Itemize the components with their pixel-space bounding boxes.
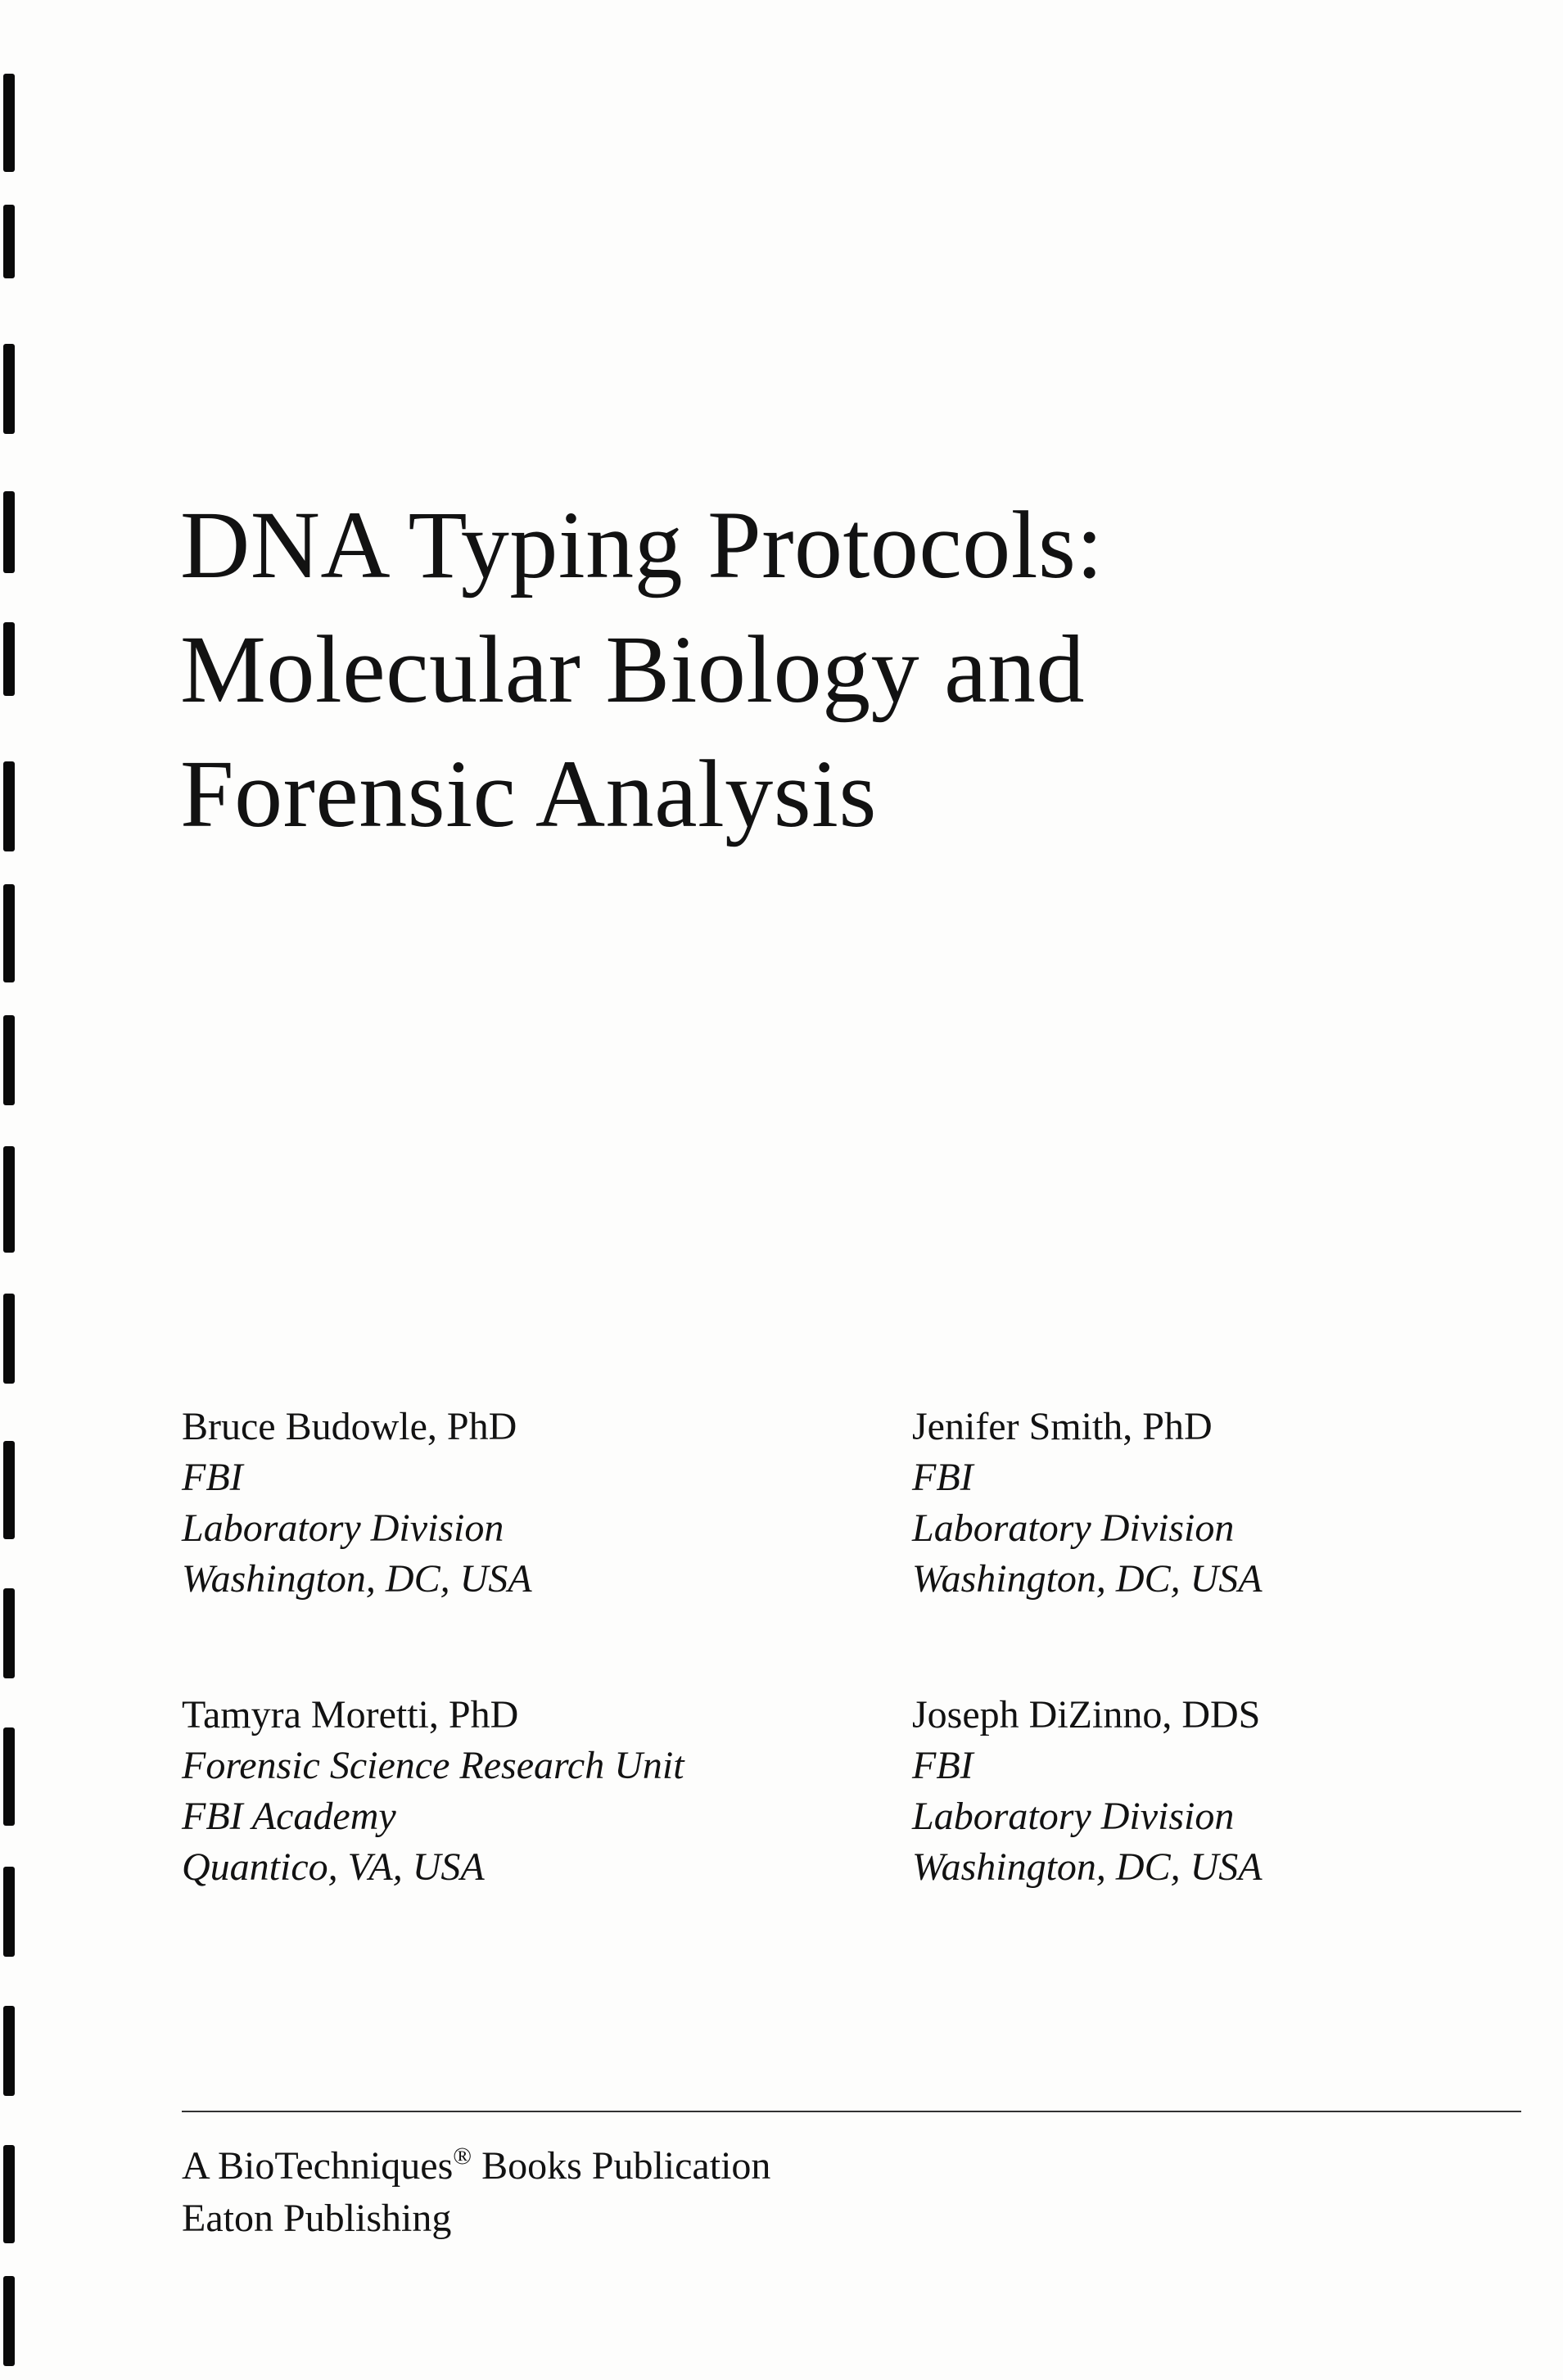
publisher-series-suffix: Books Publication	[472, 2144, 771, 2188]
author-name: Bruce Budowle, PhD	[182, 1405, 517, 1448]
author-affiliation-line: FBI	[182, 1456, 243, 1499]
spiral-binding	[0, 0, 41, 2380]
author-affiliation-line: Washington, DC, USA	[912, 1557, 1263, 1601]
publisher-line-1	[182, 2140, 770, 2193]
author-smith	[912, 1402, 1502, 1605]
author-affiliation-line: Laboratory Division	[182, 1506, 504, 1550]
author-affiliation-line: Forensic Science Research Unit	[182, 1744, 684, 1787]
author-affiliation-line: Quantico, VA, USA	[182, 1845, 485, 1889]
author-dizinno	[912, 1690, 1502, 1893]
author-name: Jenifer Smith, PhD	[912, 1405, 1213, 1448]
author-affiliation-line: FBI	[912, 1744, 973, 1787]
registered-mark: ®	[453, 2143, 472, 2170]
author-budowle	[182, 1402, 771, 1605]
author-name: Tamyra Moretti, PhD	[182, 1693, 519, 1736]
author-affiliation-line: FBI Academy	[182, 1795, 396, 1838]
book-title	[180, 483, 1104, 856]
book-title-line-1: DNA Typing Protocols:	[180, 491, 1104, 598]
author-affiliation-line: Washington, DC, USA	[912, 1845, 1263, 1889]
book-title-line-2: Molecular Biology and	[180, 616, 1086, 723]
publisher-name: Eaton Publishing	[182, 2197, 452, 2240]
author-affiliation-line: Washington, DC, USA	[182, 1557, 532, 1601]
author-affiliation-line: Laboratory Division	[912, 1506, 1235, 1550]
publisher-series: A BioTechniques	[182, 2144, 454, 2188]
author-affiliation-line: FBI	[912, 1456, 973, 1499]
divider-rule	[182, 2111, 1521, 2112]
author-moretti	[182, 1690, 771, 1893]
publisher-block	[182, 2140, 770, 2245]
author-affiliation-line: Laboratory Division	[912, 1795, 1235, 1838]
book-title-line-3: Forensic Analysis	[180, 740, 877, 847]
author-name: Joseph DiZinno, DDS	[912, 1693, 1261, 1736]
